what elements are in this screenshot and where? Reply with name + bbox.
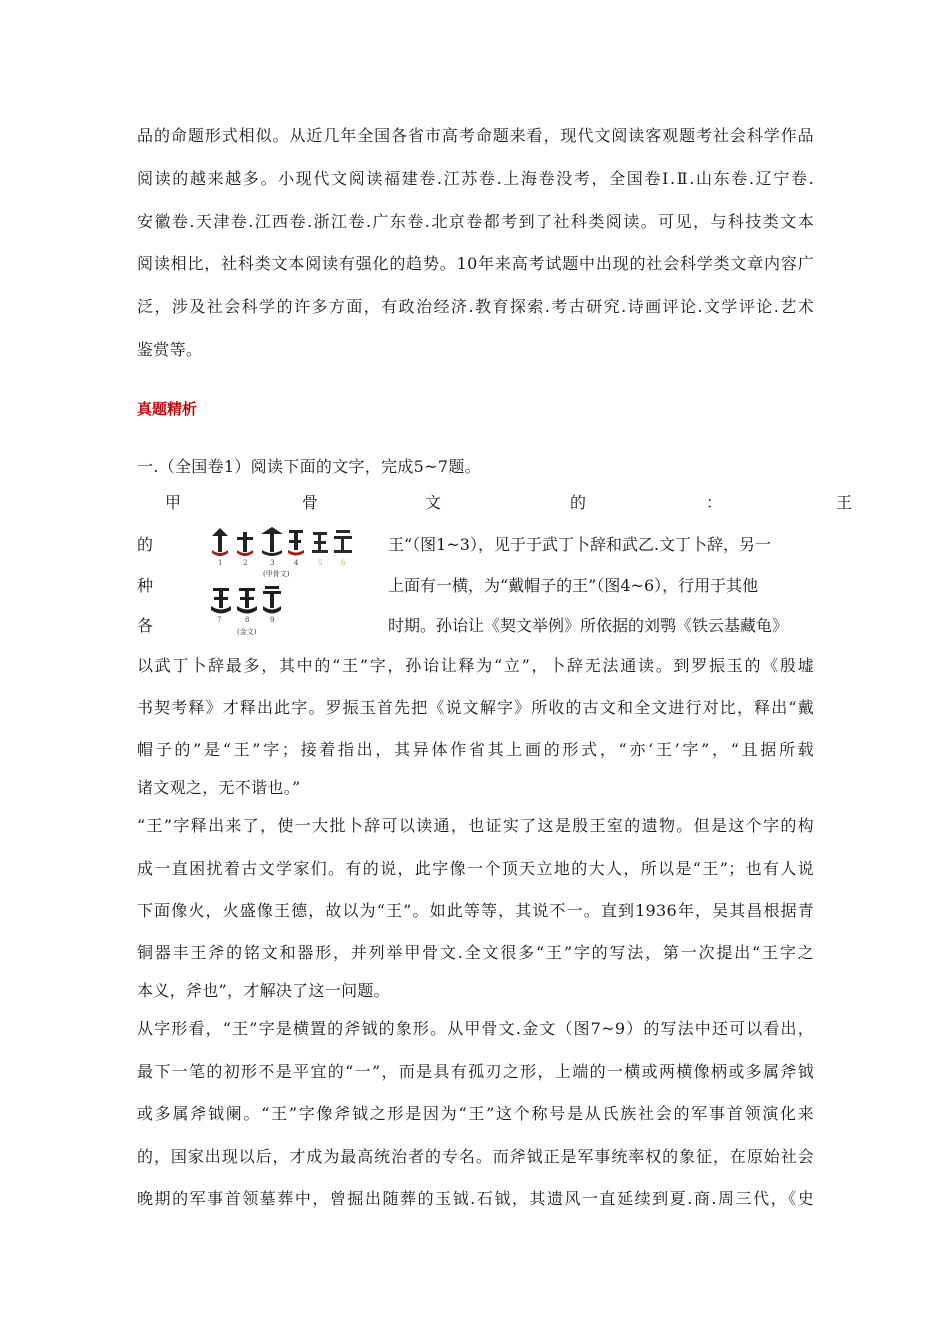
float-right-line: 王“（图1~3），见于于武丁卜辞和武乙.文丁卜辞，另一: [388, 535, 772, 554]
fig-number: 2: [243, 559, 248, 567]
para3-line-5: 晚期的军事首领墓葬中，曾掘出随葬的玉钺.石钺，其遗风一直延续到夏.商.周三代，《史: [137, 1189, 814, 1208]
intro-line-3: 安徽卷.天津卷.江西卷.浙江卷.广东卷.北京卷都考到了社科类阅读。可见，与科技类文本: [137, 212, 814, 231]
glyph-oracle-4: [288, 530, 304, 556]
row1-char: 王: [836, 493, 853, 512]
para1-line-3: 帽子的”是“王”字；接着指出，其异体作省其上画的形式，“亦‘王’字”，“且据所载: [137, 740, 814, 759]
row1-char: 骨: [302, 493, 319, 512]
fig-number: 1: [218, 559, 223, 567]
para2-line-5: 本义，斧也”，才解决了这一问题。: [137, 981, 390, 1000]
fig-number: 9: [270, 616, 275, 624]
glyph-bronze-9: [263, 586, 281, 614]
glyph-bronze-8: [237, 588, 257, 614]
para1-line-1: 以武丁卜辞最多，其中的“王”字，孙诒让释为“立”，卜辞无法通读。到罗振玉的《殷墟: [137, 656, 814, 675]
row1-char: 甲: [165, 493, 182, 512]
float-left-char: 各: [137, 616, 154, 635]
para2-line-3: 下面像火，火盛像王德，故以为“王”。如此等等，其说不一。直到1936年，吴其昌根据青: [137, 901, 814, 920]
para2-line-1: “王”字释出来了，使一大批卜辞可以读通，也证实了这是殷王室的遗物。但是这个字的构: [137, 816, 814, 835]
wang-glyph-svg: [203, 522, 363, 640]
row1-char: ：: [706, 493, 723, 512]
float-left-char: 种: [137, 576, 154, 595]
glyph-oracle-5: [312, 532, 328, 553]
section-heading: 真题精析: [137, 400, 198, 418]
fig-number: 3: [270, 559, 275, 567]
fig-number: 4: [294, 559, 299, 567]
question-intro: 一.（全国卷1）阅读下面的文字，完成5~7题。: [137, 457, 481, 476]
para3-line-4: 的，国家出现以后，才成为最高统治者的专名。而斧钺正是军事统率权的象征，在原始社会: [137, 1147, 814, 1166]
float-left-char: 的: [137, 535, 154, 554]
para3-line-3: 或多属斧钺阑。“王”字像斧钺之形是因为“王”这个称号是从氏族社会的军事首领演化来: [137, 1104, 814, 1123]
glyph-oracle-3: [261, 527, 283, 556]
fig-number: 8: [245, 616, 250, 624]
intro-line-1: 品的命题形式相似。从近几年全国各省市高考命题来看，现代文阅读客观题考社会科学作品: [137, 126, 814, 145]
fig-number: 7: [217, 616, 222, 624]
intro-line-5: 泛，涉及社会科学的许多方面，有政治经济.教育探索.考古研究.诗画评论.文学评论.艺术: [137, 297, 814, 316]
para1-line-2: 书契考释》才释出此字。罗振玉首先把《说文解字》所收的古文和全文进行对比，释出“戴: [137, 698, 814, 717]
para2-line-4: 铜器丰王斧的铭文和器形，并列举甲骨文.全文很多“王”字的写法，第一次提出“王字之: [137, 943, 814, 962]
wang-glyph-figure: [203, 522, 363, 640]
glyph-oracle-2: [237, 532, 253, 556]
glyph-bronze-7: [211, 588, 231, 614]
para3-line-2: 最下一笔的初形不是平宜的“一”，而是具有孤刃之形，上端的一横或两横像柄或多属斧钺: [137, 1062, 814, 1081]
para1-line-4: 诸文观之，无不谐也。”: [137, 778, 301, 797]
intro-line-2: 阅读的越来越多。小现代文阅读福建卷.江苏卷.上海卷没考，全国卷Ⅰ.Ⅱ.山东卷.辽宁卷.: [137, 169, 814, 188]
fig-number: 5: [318, 559, 323, 567]
fig-caption-bronze: (金文): [237, 628, 257, 636]
intro-line-4: 阅读相比，社科类文本阅读有强化的趋势。10年来高考试题中出现的社会科学类文章内容广: [137, 254, 814, 273]
para2-line-2: 成一直困扰着古文学家们。有的说，此字像一个顶天立地的大人，所以是“王”；也有人说: [137, 859, 814, 878]
fig-number: 6: [341, 559, 346, 567]
intro-line-6: 鉴赏等。: [137, 340, 203, 359]
glyph-oracle-6: [334, 530, 352, 553]
para3-line-1: 从字形看，“王”字是横置的斧钺的象形。从甲骨文.金文（图7~9）的写法中还可以看出，: [137, 1019, 814, 1038]
row1-char: 的: [570, 493, 587, 512]
float-right-line: 上面有一横，为“戴帽子的王”（图4~6），行用于其他: [388, 576, 759, 595]
float-right-line: 时期。孙诒让《契文举例》所依据的刘鹗《铁云基藏龟》: [388, 616, 789, 635]
fig-caption-oracle: (甲骨文): [263, 570, 290, 578]
glyph-oracle-1: [212, 528, 228, 556]
row1-char: 文: [425, 493, 442, 512]
